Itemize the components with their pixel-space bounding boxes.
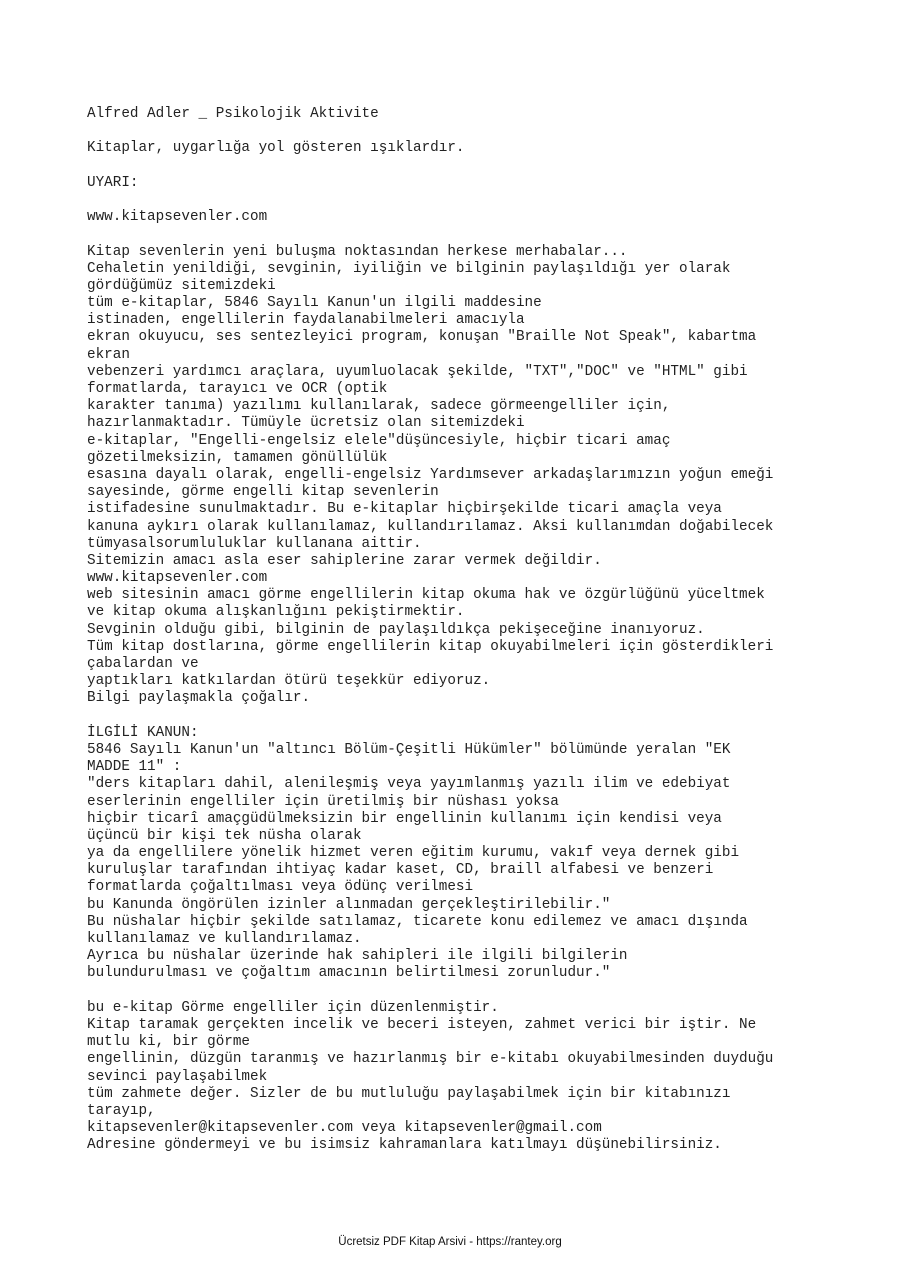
law-line: MADDE 11" : xyxy=(87,759,182,776)
law-line: bu Kanunda öngörülen izinler alınmadan gerçekleştirilebilir." xyxy=(87,896,611,913)
closing-section xyxy=(87,1000,847,1155)
intro-line: Cehaletin yenildiği, sevginin, iyiliğin ve bilginin paylaşıldığı yer olarak xyxy=(87,260,731,277)
warning-heading: UYARI: xyxy=(87,174,139,191)
closing-line: engellinin, düzgün taranmış ve hazırlanmış bir e-kitabı okuyabilmesinden duyduğu xyxy=(87,1051,774,1068)
law-line: Ayrıca bu nüshalar üzerinde hak sahipleri ile ilgili bilgilerin xyxy=(87,948,628,965)
intro-line: sayesinde, görme engelli kitap sevenlerin xyxy=(87,484,439,501)
intro-line: yaptıkları katkılardan ötürü teşekkür ediyoruz. xyxy=(87,673,491,690)
intro-line: esasına dayalı olarak, engelli-engelsiz Yardımsever arkadaşlarımızın yoğun emeği xyxy=(87,466,774,483)
intro-line: vebenzeri yardımcı araçlara, uyumluolacak şekilde, "TXT","DOC" ve "HTML" gibi xyxy=(87,363,748,380)
closing-line: tüm zahmete değer. Sizler de bu mutluluğu paylaşabilmek için bir kitabınızı xyxy=(87,1085,731,1102)
intro-line: Sevginin olduğu gibi, bilginin de paylaşıldıkça pekişeceğine inanıyoruz. xyxy=(87,621,705,638)
document-page xyxy=(87,106,847,1154)
intro-line: ekran xyxy=(87,346,130,363)
law-line: İLGİLİ KANUN: xyxy=(87,724,199,741)
law-line: eserlerinin engelliler için üretilmiş bir nüshası yoksa xyxy=(87,793,559,810)
law-section xyxy=(87,725,847,983)
intro-line: kanuna aykırı olarak kullanılamaz, kullandırılamaz. Aksi kullanımdan doğabilecek xyxy=(87,518,774,535)
intro-line: istinaden, engellilerin faydalanabilmeleri amacıyla xyxy=(87,312,525,329)
law-line: kullanılamaz ve kullandırılamaz. xyxy=(87,931,362,947)
intro-line: gözetilmeksizin, tamamen gönüllülük xyxy=(87,449,388,466)
law-line: bulundurulması ve çoğaltım amacının belirtilmesi zorunludur." xyxy=(87,965,611,982)
intro-line: çabalardan ve xyxy=(87,656,199,672)
intro-section xyxy=(87,244,847,708)
book-title: Alfred Adler _ Psikolojik Aktivite xyxy=(87,106,379,122)
law-line: üçüncü bir kişi tek nüsha olarak xyxy=(87,827,362,844)
closing-line: tarayıp, xyxy=(87,1102,156,1119)
intro-line: Bilgi paylaşmakla çoğalır. xyxy=(87,690,311,707)
intro-line: e-kitaplar, "Engelli-engelsiz elele"düşüncesiyle, hiçbir ticari amaç xyxy=(87,432,671,449)
intro-line: Sitemizin amacı asla eser sahiplerine zarar vermek değildir. xyxy=(87,552,602,569)
closing-line: mutlu ki, bir görme xyxy=(87,1034,251,1051)
law-line: hiçbir ticarî amaçgüdülmeksizin bir engellinin kullanımı için kendisi veya xyxy=(87,810,722,827)
closing-line: Kitap taramak gerçekten incelik ve beceri isteyen, zahmet verici bir iştir. Ne xyxy=(87,1016,757,1033)
intro-line: formatlarda, tarayıcı ve OCR (optik xyxy=(87,381,388,397)
intro-line: tümyasalsorumluluklar kullanana aittir. xyxy=(87,535,422,552)
intro-line: Kitap sevenlerin yeni buluşma noktasından herkese merhabalar... xyxy=(87,243,628,260)
intro-line: gördüğümüz sitemizdeki xyxy=(87,277,276,294)
intro-line: tüm e-kitaplar, 5846 Sayılı Kanun'un ilgili maddesine xyxy=(87,295,542,312)
intro-line: ve kitap okuma alışkanlığını pekiştirmektir. xyxy=(87,604,465,621)
law-line: formatlarda çoğaltılması veya ödünç verilmesi xyxy=(87,879,474,896)
law-line: Bu nüshalar hiçbir şekilde satılamaz, ticarete konu edilemez ve amacı dışında xyxy=(87,913,748,930)
intro-line: karakter tanıma) yazılımı kullanılarak, sadece görmeengelliler için, xyxy=(87,398,671,415)
intro-line: ekran okuyucu, ses sentezleyici program, konuşan "Braille Not Speak", kabartma xyxy=(87,329,757,346)
intro-line: web sitesinin amacı görme engellilerin kitap okuma hak ve özgürlüğünü yüceltmek xyxy=(87,587,765,604)
site-url: www.kitapsevenler.com xyxy=(87,209,268,226)
intro-line: hazırlanmaktadır. Tümüyle ücretsiz olan sitemizdeki xyxy=(87,415,525,432)
law-line: kuruluşlar tarafından ihtiyaç kadar kaset, CD, braill alfabesi ve benzeri xyxy=(87,862,714,879)
intro-line: istifadesine sunulmaktadır. Bu e-kitaplar hiçbirşekilde ticari amaçla veya xyxy=(87,501,722,518)
closing-line: sevinci paylaşabilmek xyxy=(87,1068,268,1085)
page-footer: Ücretsiz PDF Kitap Arsivi - https://rantey.org xyxy=(338,1236,562,1248)
closing-line: Adresine göndermeyi ve bu isimsiz kahramanlara katılmayı düşünebilirsiniz. xyxy=(87,1137,722,1154)
intro-line: www.kitapsevenler.com xyxy=(87,570,268,587)
intro-line: Tüm kitap dostlarına, görme engellilerin kitap okuyabilmeleri için gösterdikleri xyxy=(87,638,774,655)
motto: Kitaplar, uygarlığa yol gösteren ışıklardır. xyxy=(87,140,465,157)
law-line: "ders kitapları dahil, alenileşmiş veya yayımlanmış yazılı ilim ve edebiyat xyxy=(87,776,731,793)
law-line: ya da engellilere yönelik hizmet veren eğitim kurumu, vakıf veya dernek gibi xyxy=(87,845,740,862)
closing-line: bu e-kitap Görme engelliler için düzenlenmiştir. xyxy=(87,999,499,1016)
law-line: 5846 Sayılı Kanun'un "altıncı Bölüm-Çeşitli Hükümler" bölümünde yeralan "EK xyxy=(87,741,731,758)
closing-line: kitapsevenler@kitapsevenler.com veya kitapsevenler@gmail.com xyxy=(87,1120,602,1137)
